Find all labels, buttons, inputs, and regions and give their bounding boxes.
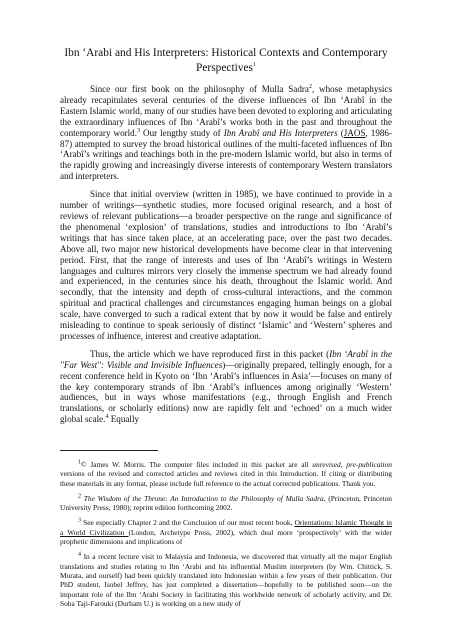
p1-text-d: (	[337, 127, 344, 138]
footnote-2-text: , (Princeton, Princeton University Press, 1980); reprint edition forthcoming 2002.	[60, 493, 392, 513]
footnote-1-emphasis: unrevised, pre-publication	[312, 460, 393, 469]
p1-text-c: Our lengthy study of	[140, 127, 224, 138]
footnote-marker-2: 2	[308, 83, 312, 90]
page-title	[60, 46, 392, 76]
footnote-1-text-b: versions of the revised and corrected articles and reviews cited in this Introduction. If citing or distributing these materials in any format, please include full reference to the actual corrected publications. Thank you.	[60, 469, 392, 488]
footnote-3-book-title: Orientations: Islamic Thought in a World Civilization	[60, 518, 393, 537]
footnote-4-text: In a recent lecture visit to Malaysia and Indonesia, we discovered that virtually all the major English translations and studies relating to Ibn ‘Arabi and his influential Muslim interpreters (by Wm. Chittick, S. Murata, and ourself) had been quickly translated into Indonesian within a few years of their publication. Our PhD student, Isobel Jeffrey, has just completed a dissertation—hopefully to be published soon—on the important role of the Ibn ‘Arabi Society in facilitating this worldwide network of scholarly activity, and Dr. Soha Taji-Farouki (Durham U.) is working on a new study of	[60, 552, 392, 608]
footnote-3-number: 3	[78, 518, 81, 525]
p3-text-c: Equally	[108, 414, 140, 425]
footnote-marker-4: 4	[105, 414, 109, 421]
p1-text-a: Since our first book on the philosophy of Mulla Sadra	[90, 84, 309, 94]
footnote-3-text-b: (London, Archetype Press, 2002), which deal more ‘prospectively’ with the wider prophetic dimensions and implications of	[60, 527, 392, 547]
footnote-4-number: 4	[78, 551, 81, 558]
footnote-2-book-title: The Wisdom of the Throne: An Introduction to the Philosophy of Mulla Sadra	[83, 493, 324, 503]
paragraph-1	[60, 84, 392, 182]
footnote-marker-3: 3	[137, 127, 140, 134]
footnote-3-text-a: See especially Chapter 2 and the Conclusion of our most recent book,	[81, 518, 295, 528]
paragraph-3	[60, 349, 392, 425]
p3-article-title: Ibn ‘Arabî in the "Far West": Visible and Invisible Influences	[60, 348, 392, 370]
footnote-separator	[60, 450, 158, 451]
p1-book-title: Ibn Arabî and His Interpreters	[223, 127, 338, 138]
jaos-link[interactable]: JAOS	[343, 127, 366, 138]
footnote-1	[60, 460, 392, 488]
footnote-2	[60, 494, 392, 513]
paragraph-2: Since that initial overview (written in 1985), we have continued to provide in a number of writings—synthetic studies, more focused original research, and a host of reviews of relevant publications—a broader perspective on the range and significance of the phenomenal ‘explosion’ of translations, studies and introductions to Ibn ‘Arabî’s writings that has since taken place, at an accelerating pace, over the past two decades. Above all, two major new historical developments have become clear in that intervening period. First, that the range of interests and uses of Ibn ‘Arabî’s writings in Western languages and cultures mirrors very closely the immense spectrum we had already found and experienced, in the centuries since his death, throughout the Islamic world. And secondly, that the intensity and depth of cross-cultural interactions, and the common spiritual and practical challenges and circumstances engaging human beings on a global scale, have converged to such a radical extent that by now it would be false and entirely misleading to continue to speak seriously of distinct ‘Islamic’ and ‘Western’ spheres and processes of influence, interest and creative adaptation.	[60, 189, 392, 341]
body-text	[60, 84, 392, 432]
footnote-1-text-a: © James W. Morris. The computer files included in this packet are all	[81, 460, 313, 469]
p3-text-a: Thus, the article which we have reproduced first in this packet (	[90, 348, 330, 359]
p3-text-b: )—originally prepared, tellingly enough, for a recent conference held in Kyoto on ‘Ibn ‘Arabî’s influences in Asia’—focuses on many of the key contemporary strands of Ibn ‘Arabî’s influences among originally ‘Western’ audiences, but in ways whose manifestations (e.g., through English and French translations, or scholarly editions) now are rapidly felt and ‘echoed’ on a much wider global scale.	[60, 359, 392, 425]
p1-text-b: , whose metaphysics already recapitulates several centuries of the diverse influences of Ibn ‘Arabî in the Eastern Islamic world, many of our studies have been devoted to exploring and articulating the extraordinary influences of Ibn ‘Arabî’s works both in the past and throughout the contemporary world.	[60, 84, 393, 138]
footnotes	[60, 460, 392, 614]
footnote-1-number: 1	[78, 459, 81, 466]
footnote-marker-1: 1	[252, 62, 256, 69]
footnote-2-number: 2	[78, 493, 81, 500]
title-text: Ibn ‘Arabi and His Interpreters: Historical Contexts and Contemporary Perspectives	[64, 47, 388, 74]
footnote-3	[60, 518, 392, 546]
footnote-4	[60, 552, 392, 608]
p1-text-e: , 1986-87) attempted to survey the broad historical outlines of the multi-faceted influences of Ibn ‘Arabî’s writings and teachings both in the pre-modern Islamic world, but also in terms of the rapidly growing and increasingly diverse interests of contemporary Western translators and interpreters.	[60, 127, 393, 182]
